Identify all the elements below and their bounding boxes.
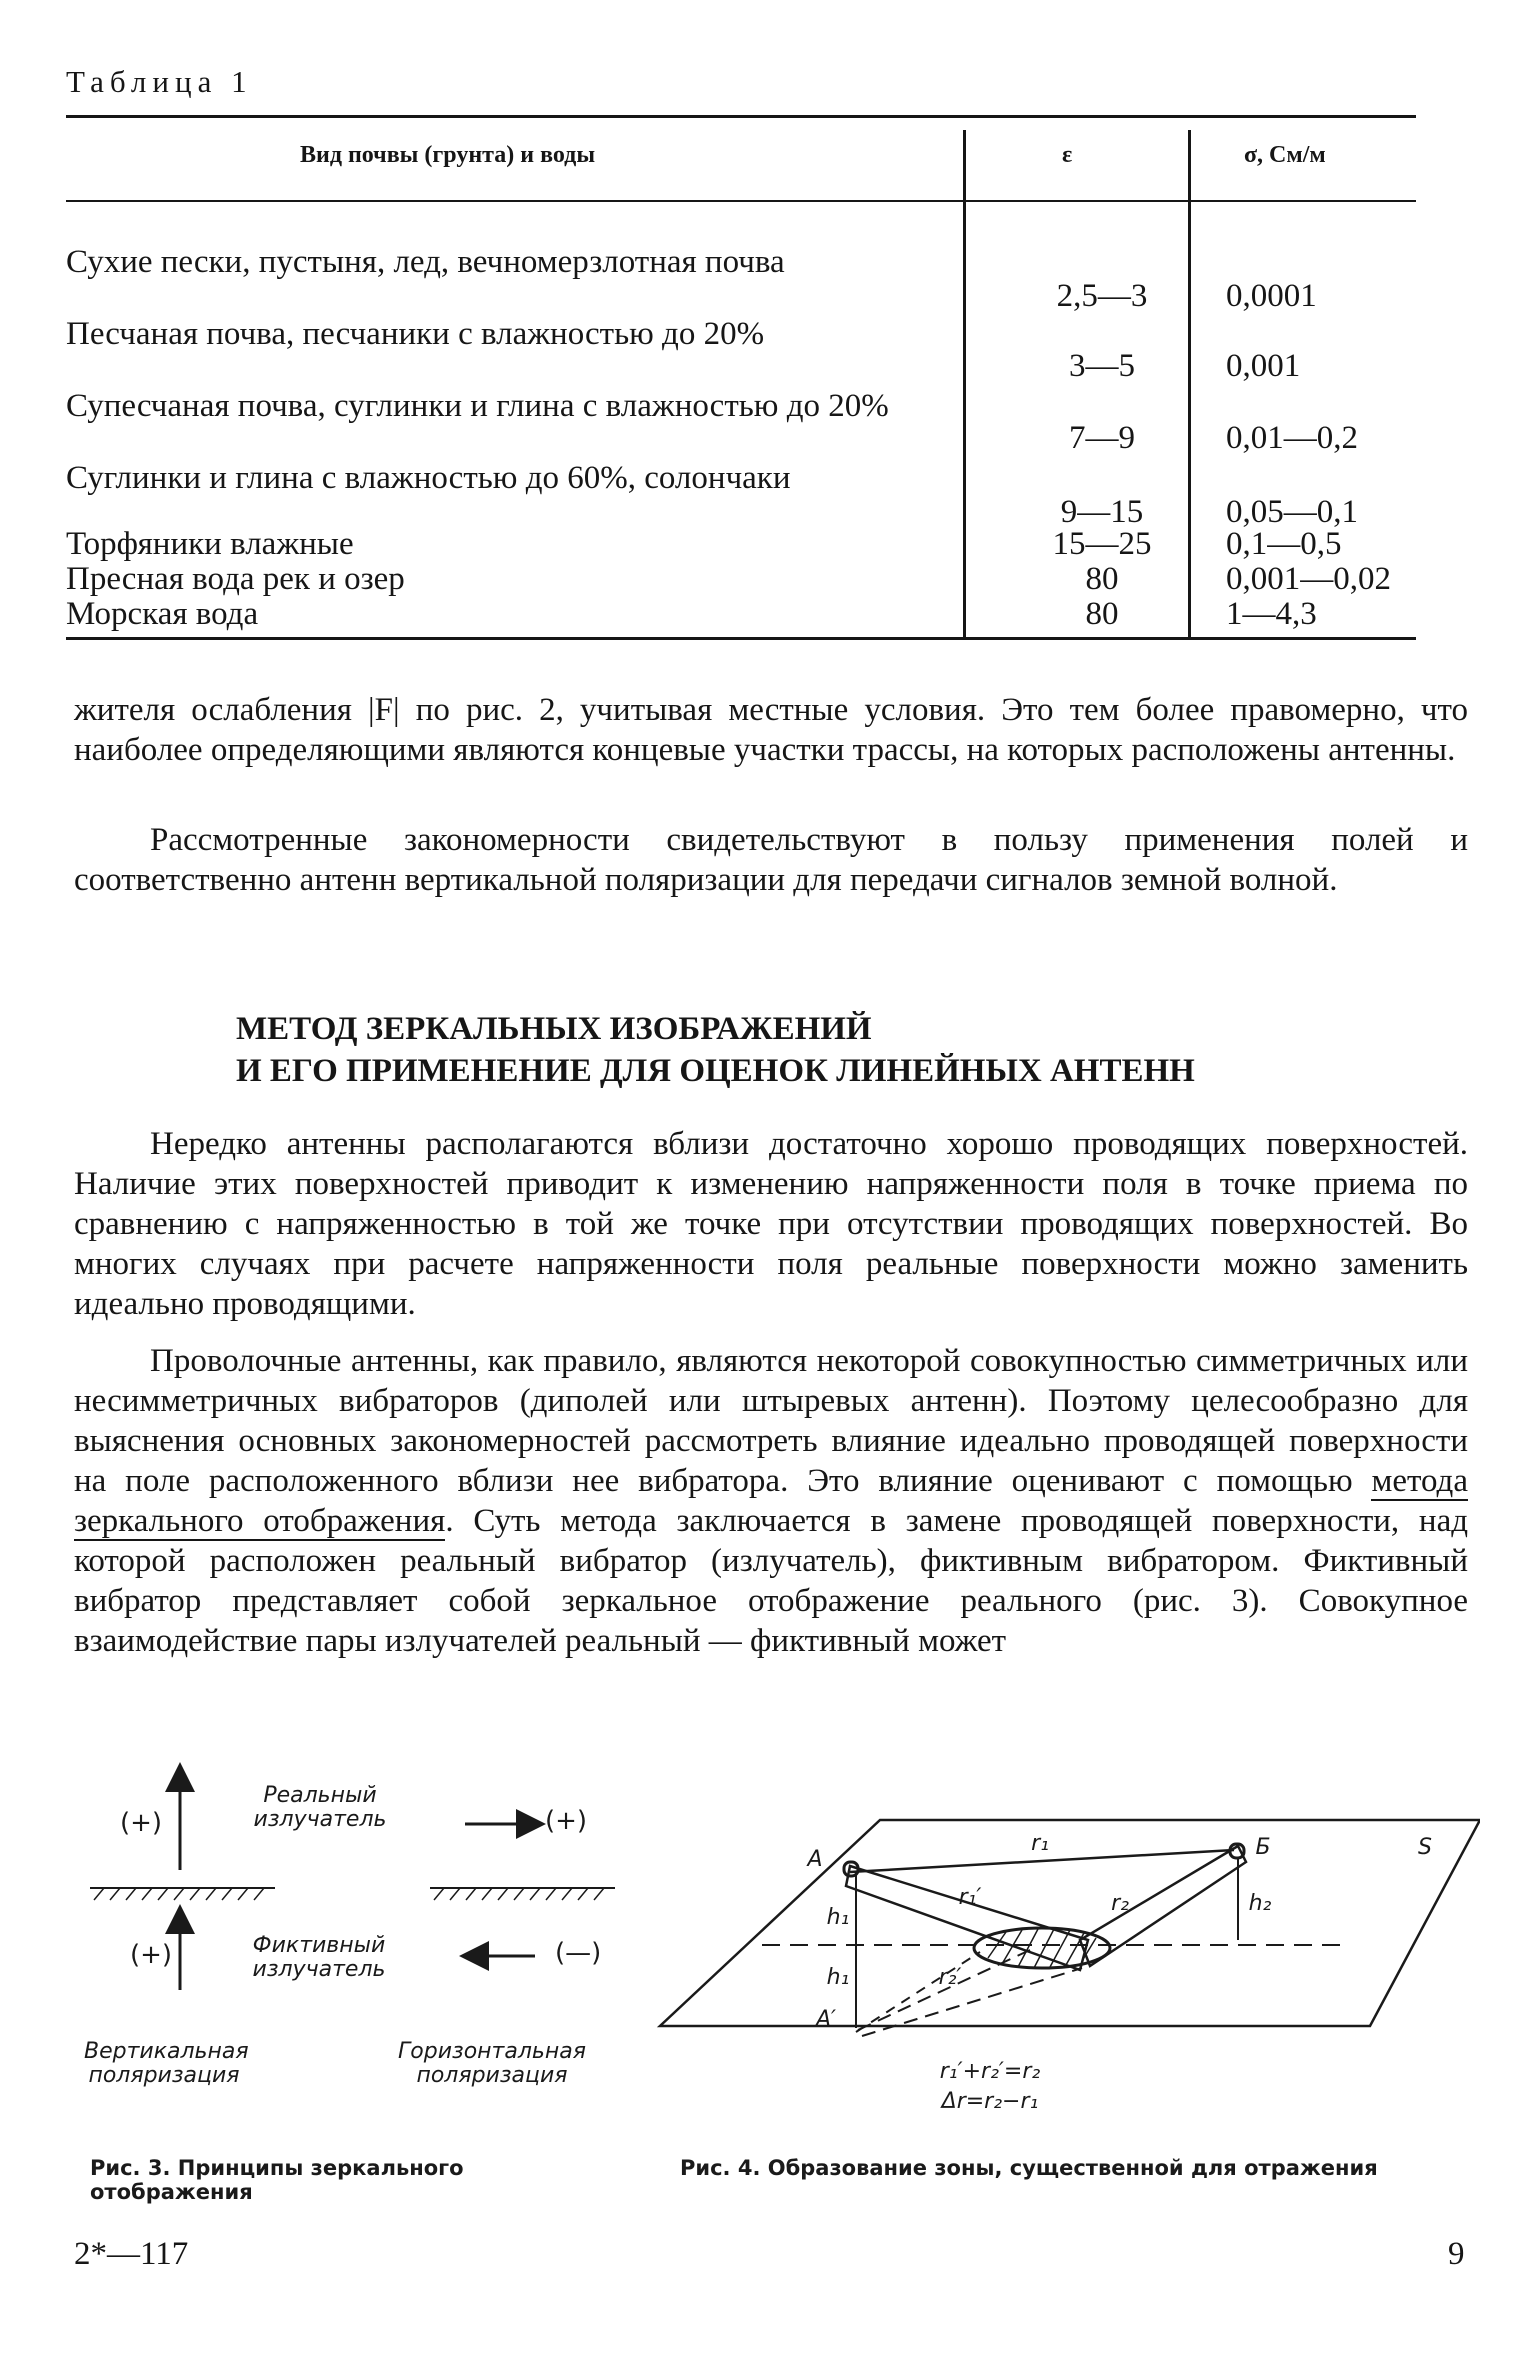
table-cell-soil: Супесчаная почва, суглинки и глина с влажностью до 20% <box>66 388 889 424</box>
table-cell-epsilon: 80 <box>1085 561 1119 597</box>
page-number: 9 <box>1448 2236 1465 2272</box>
method-text-end: . Суть метода заключается в замене проводящей поверхности, над которой расположен реальный вибратор (излучатель), фиктивным вибратором. Фиктивный вибратор представляет собой зеркальное отображение реального (рис. 3). Совокупное взаимодействие пары излучателей реальный — фиктивный может <box>74 1503 1469 1659</box>
paragraph-conclusion: Рассмотренные закономерности свидетельствуют в пользу применения полей и соответственно антенн вертикальной поляризации для передачи сигналов земной волной. <box>74 822 1468 898</box>
table-cell-epsilon: 15—25 <box>1052 526 1152 562</box>
fig4-label-h1-lower: h₁ <box>826 1965 850 1990</box>
table-cell-epsilon: 3—5 <box>1069 348 1135 384</box>
paragraph-continuation: жителя ослабления |F| по рис. 2, учитывая местные условия. Это тем более правомерно, что наиболее определяющими являются концевые участки трассы, на которых расположены антенны. <box>74 692 1468 768</box>
fig4-label-h1-upper: h₁ <box>826 1905 850 1930</box>
table-cell-soil: Морская вода <box>66 596 259 632</box>
fig3-plus-horizontal: (+) <box>545 1806 588 1836</box>
table-cell-sigma: 0,0001 <box>1226 278 1317 314</box>
table-cell-soil: Пресная вода рек и озер <box>66 561 405 597</box>
ground-hatch-left <box>94 1888 264 1900</box>
fig4-label-a-prime: A′ <box>815 2007 837 2032</box>
fig3-real-label: Реальный излучатель <box>253 1783 387 1832</box>
image-ray-3 <box>856 1952 980 2032</box>
table-cell-sigma: 1—4,3 <box>1226 596 1317 632</box>
table-cell-soil: Сухие пески, пустыня, лед, вечномерзлотная почва <box>66 244 785 280</box>
method-text-start: Проволочные антенны, как правило, являются некоторой совокупностью симметричных или несимметричных вибраторов (диполей или штыревых антенн). Поэтому целесообразно для выяснения основных закономерностей рассмотреть влияние идеально проводящей поверхности на поле расположенного вблизи нее вибратора. Это влияние оценивают с помощью <box>74 1343 1468 1499</box>
table-cell-sigma: 0,01—0,2 <box>1226 420 1358 456</box>
fig4-caption: Рис. 4. Образование зоны, существенной для отражения <box>680 2156 1378 2180</box>
fig3-plus-real: (+) <box>120 1808 163 1838</box>
section-heading-line-1: МЕТОД ЗЕРКАЛЬНЫХ ИЗОБРАЖЕНИЙ <box>236 1011 872 1047</box>
table-cell-sigma: 0,001—0,02 <box>1226 561 1391 597</box>
figure-4-drawing <box>650 1790 1480 2040</box>
page-signature: 2*—117 <box>74 2236 189 2272</box>
section-heading <box>236 1008 1436 1092</box>
paragraph-intro: Нередко антенны располагаются вблизи достаточно хорошо проводящих поверхностей. Наличие этих поверхностей приводит к изменению напряженности поля в точке приема по сравнению с напряженностью в той же точке при отсутствии проводящих поверхностей. Во многих случаях при расчете напряженности поля реальные поверхности можно заменить идеально проводящими. <box>74 1126 1468 1322</box>
fig3-horizontal-label: Горизонтальная поляризация <box>398 2039 586 2088</box>
fig4-label-a: A <box>807 1847 823 1872</box>
table-top-rule <box>66 115 1416 118</box>
table-cell-epsilon: 2,5—3 <box>1056 278 1148 314</box>
fig3-vertical-label: Вертикальная поляризация <box>84 2039 249 2088</box>
fig4-label-s: S <box>1418 1835 1432 1860</box>
table-cell-sigma: 0,05—0,1 <box>1226 494 1358 530</box>
beam-a <box>846 1866 1088 1970</box>
fig4-label-r2p: r₂′ <box>938 1965 962 1990</box>
table-caption: Таблица 1 <box>66 64 253 99</box>
table-header-rule <box>66 200 1416 202</box>
table-cell-sigma: 0,001 <box>1226 348 1301 384</box>
section-heading-line-2: И ЕГО ПРИМЕНЕНИЕ ДЛЯ ОЦЕНОК ЛИНЕЙНЫХ АНТЕНН <box>236 1053 1195 1089</box>
fig3-minus-horizontal: (—) <box>555 1938 602 1968</box>
paragraph-method <box>74 1341 1468 1661</box>
fig4-label-b: Б <box>1255 1835 1271 1860</box>
table-column-divider-1 <box>963 130 966 637</box>
fig4-formula-1: r₁′+r₂′=r₂ <box>939 2059 1041 2084</box>
fig3-plus-fictive: (+) <box>130 1940 173 1970</box>
fig4-label-r1: r₁ <box>1031 1831 1049 1856</box>
fig4-label-h2: h₂ <box>1248 1891 1272 1916</box>
table-header-soil: Вид почвы (грунта) и воды <box>300 142 596 168</box>
table-cell-soil: Суглинки и глина с влажностью до 60%, солончаки <box>66 460 791 496</box>
table-cell-sigma: 0,1—0,5 <box>1226 526 1342 562</box>
table-cell-epsilon: 7—9 <box>1069 420 1135 456</box>
table-header-sigma: σ, См/м <box>1244 142 1326 168</box>
table-cell-soil: Песчаная почва, песчаники с влажностью до 20% <box>66 316 765 352</box>
image-ray-1 <box>858 1950 1030 2030</box>
table-cell-soil: Торфяники влажные <box>66 526 354 562</box>
fig4-label-r2: r₂ <box>1111 1891 1129 1916</box>
fig4-formula-2: Δr=r₂−r₁ <box>941 2089 1039 2114</box>
fig4-label-r1p: r₁′ <box>958 1885 982 1910</box>
method-term: метода зеркального отображения <box>74 1463 1468 1539</box>
table-bottom-rule <box>66 637 1416 640</box>
ground-plane <box>660 1820 1480 2026</box>
table-cell-epsilon: 80 <box>1085 596 1119 632</box>
table-cell-epsilon: 9—15 <box>1060 494 1144 530</box>
ground-hatch-right <box>434 1888 604 1900</box>
table-header-epsilon: ε <box>1062 142 1073 168</box>
fig3-caption: Рис. 3. Принципы зеркального отображения <box>90 2156 464 2204</box>
table-column-divider-2 <box>1188 130 1191 637</box>
fig3-fictive-label: Фиктивный излучатель <box>252 1933 386 1982</box>
